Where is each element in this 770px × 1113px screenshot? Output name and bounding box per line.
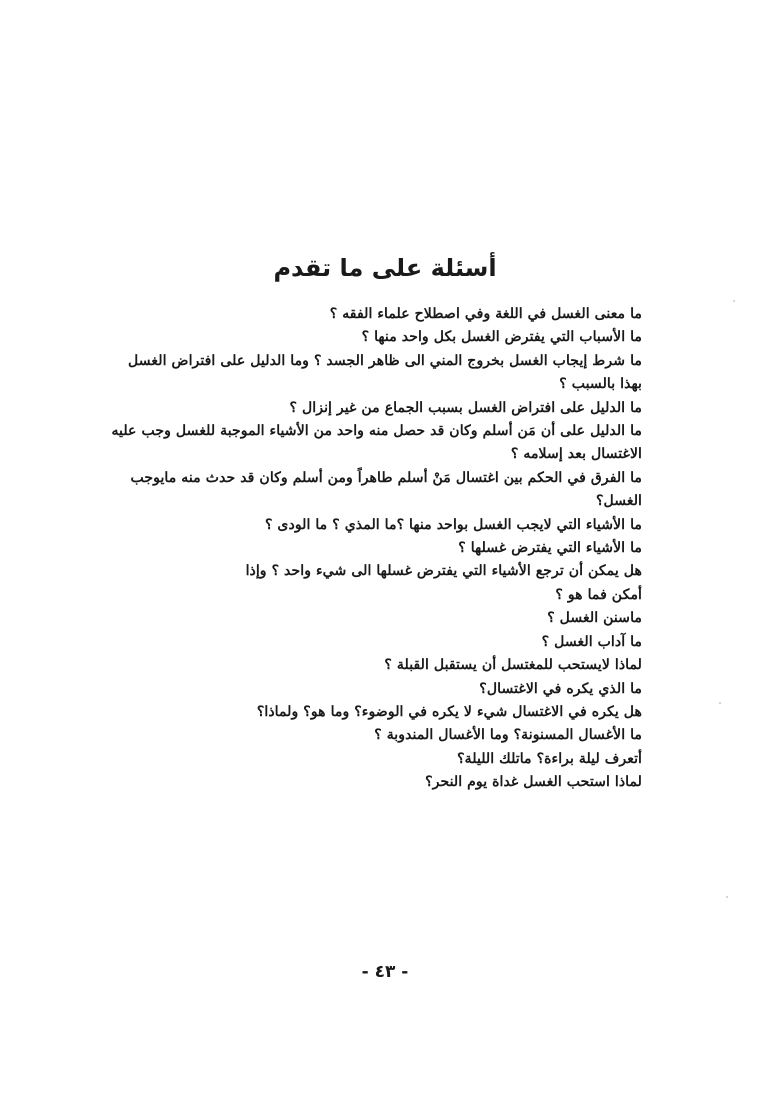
question-item: ماسنن الغسل ؟ xyxy=(547,610,642,627)
question-item: ما الدليل على افتراض الغسل بسبب الجماع من غير إنزال ؟ xyxy=(289,399,642,416)
question-item: ما الأشياء التي يفترض غسلها ؟ xyxy=(458,540,642,557)
question-item: ما الذي يكره في الاغتسال؟ xyxy=(479,680,642,697)
scan-speck xyxy=(726,896,728,898)
page-title: أسئلة على ما تقدم xyxy=(273,254,497,282)
question-item: ما الأغسال المسنونة؟ وما الأغسال المندوبة ؟ xyxy=(374,727,642,744)
question-item: هل يمكن أن ترجع الأشياء التي يفترض غسلها الى شيء واحد ؟ وإذا أمكن فما هو ؟ xyxy=(245,563,642,603)
question-item: لماذا استحب الغسل غداة يوم النحر؟ xyxy=(425,774,642,791)
question-item: أتعرف ليلة براءة؟ ماتلك الليلة؟ xyxy=(457,750,642,767)
page-number: - ٤٣ - xyxy=(361,962,409,982)
question-item: ما آداب الغسل ؟ xyxy=(541,633,642,650)
question-item: ما شرط إيجاب الغسل بخروج المني الى ظاهر الجسد ؟ وما الدليل على افتراض الغسل بهذا بالسبب ؟ xyxy=(128,352,642,393)
question-list xyxy=(111,303,642,795)
question-item: ما الأسباب التي يفترض الغسل بكل واحد منها ؟ xyxy=(361,329,642,346)
question-item: ما الدليل على أن مَن أسلم وكان قد حصل منه واحد من الأشياء الموجبة للغسل وجب عليه الاغتسال بعد إسلامه ؟ xyxy=(111,423,642,463)
question-item: هل يكره في الاغتسال شيء لا يكره في الوضوء؟ وما هو؟ ولماذا؟ xyxy=(256,703,642,720)
scan-speck xyxy=(719,702,721,704)
question-item: ما الأشياء التي لايجب الغسل بواحد منها ؟ما المذي ؟ ما الودى ؟ xyxy=(264,516,642,533)
scan-speck xyxy=(733,300,735,302)
question-item: ما الفرق في الحكم بين اغتسال مَنْ أسلم طاهراً ومن أسلم وكان قد حدث منه مايوجب الغسل؟ xyxy=(130,469,642,510)
question-item: ما معنى الغسل في اللغة وفي اصطلاح علماء الفقه ؟ xyxy=(329,306,642,322)
question-item: لماذا لايستحب للمغتسل أن يستقبل القبلة ؟ xyxy=(384,657,642,674)
